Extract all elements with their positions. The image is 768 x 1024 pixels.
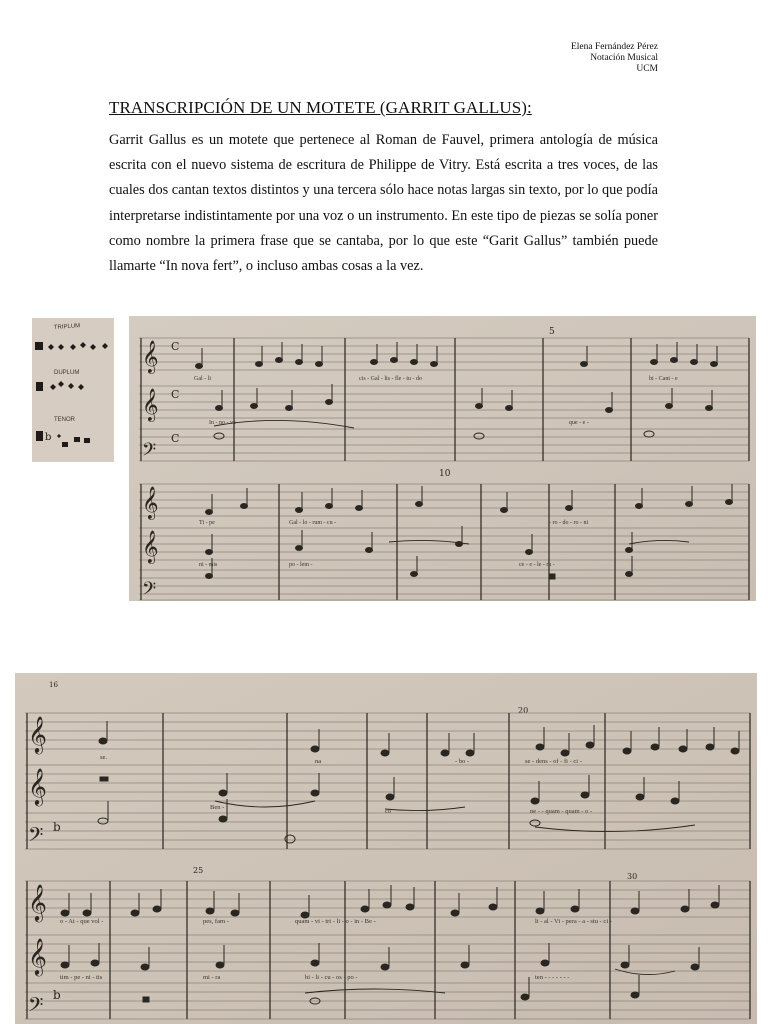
measure-number-16: 16	[49, 681, 58, 689]
measure-number-25: 25	[193, 866, 204, 875]
measure-number-30: 30	[627, 872, 638, 881]
page-title: TRANSCRIPCIÓN DE UN MOTETE (GARRIT GALLUS):	[109, 98, 532, 117]
svg-text:𝄞: 𝄞	[28, 883, 47, 921]
svg-text:C: C	[171, 388, 180, 401]
svg-text:𝄞: 𝄞	[28, 715, 47, 753]
measure-number-5: 5	[549, 327, 555, 337]
svg-text:In - no - va -: In - no - va -	[209, 420, 240, 426]
institution-name: UCM	[636, 64, 658, 74]
svg-text:cis - Gal - lis - fle - tu - d: cis - Gal - lis - fle - tu - do	[359, 376, 422, 382]
svg-text:Ben -: Ben -	[210, 804, 225, 811]
svg-text:tim - pe - ni - tis: tim - pe - ni - tis	[60, 974, 103, 981]
svg-text:b: b	[53, 988, 61, 1002]
svg-text:mi - ra: mi - ra	[203, 974, 221, 981]
measure-number-10: 10	[439, 469, 451, 479]
svg-text:ni - mis: ni - mis	[199, 562, 218, 568]
svg-text:quam - vi - tri - li - o - in: quam - vi - tri - li - o - in - Be -	[295, 918, 376, 925]
svg-text:se.: se.	[100, 754, 108, 761]
svg-text:- bo -: - bo -	[455, 758, 470, 765]
svg-text:𝄢: 𝄢	[28, 993, 44, 1021]
course-name: Notación Musical	[590, 53, 658, 63]
svg-text:ne - - quam - quam - o -: ne - - quam - quam - o -	[530, 808, 593, 815]
transcription-page-2-photo	[15, 673, 757, 1024]
author-name: Elena Fernández Pérez	[570, 42, 658, 52]
svg-text:𝄞: 𝄞	[28, 767, 47, 805]
svg-text:li - al - Vi - pera - a - stu: li - al - Vi - pera - a - stu - ci -	[535, 918, 612, 925]
transcription-page-1-photo	[129, 316, 756, 601]
svg-text:C: C	[171, 340, 180, 353]
svg-text:𝄞: 𝄞	[142, 486, 159, 519]
svg-text:𝄢: 𝄢	[142, 579, 157, 601]
svg-text:bi - li - cu - os - po -: bi - li - cu - os - po -	[305, 974, 358, 981]
svg-text:se - dens - of - fi - ci -: se - dens - of - fi - ci -	[525, 758, 582, 765]
svg-text:𝄞: 𝄞	[142, 340, 159, 373]
document-header	[571, 42, 658, 75]
svg-text:Gal - li: Gal - li	[194, 376, 211, 382]
svg-text:pes, fam -: pes, fam -	[203, 918, 229, 925]
svg-text:po - lem -: po - lem -	[289, 562, 313, 568]
svg-text:𝄢: 𝄢	[28, 823, 44, 851]
svg-text:𝄞: 𝄞	[28, 937, 47, 975]
svg-text:- ro - do - ro - ni: - ro - do - ro - ni	[549, 520, 589, 526]
tenor-label: TENOR	[54, 417, 75, 423]
svg-text:𝄢: 𝄢	[142, 440, 157, 465]
measure-number-20: 20	[518, 706, 529, 715]
duplum-label: DUPLUM	[54, 370, 80, 376]
svg-text:𝄞: 𝄞	[142, 388, 159, 421]
svg-text:o - At - que vol -: o - At - que vol -	[60, 918, 104, 925]
svg-text:ten - - - - - - -: ten - - - - - - -	[535, 974, 570, 981]
svg-text:ce - e - le - ru -: ce - e - le - ru -	[519, 562, 555, 568]
svg-text:b: b	[53, 820, 61, 834]
svg-text:C: C	[171, 432, 180, 445]
svg-text:𝄞: 𝄞	[142, 530, 159, 563]
svg-text:Ti - pe: Ti - pe	[199, 520, 215, 526]
mensural-incipit-photo	[32, 318, 114, 462]
svg-text:Gal - lo - rum - cu -: Gal - lo - rum - cu -	[289, 520, 337, 526]
svg-text:que - e -: que - e -	[569, 420, 589, 426]
svg-text:bi - Cant - e: bi - Cant - e	[649, 376, 678, 382]
intro-paragraph: Garrit Gallus es un motete que pertenece al Roman de Fauvel, primera antología de música escrita con el nuevo sistema de escritura de Philippe de Vitry. Está escrita a tres voces, de las cuales dos cantan textos distintos y una tercera sólo hace notas largas sin texto, por lo que podía interpretarse indistintamente por una voz o un instrumento. En este tipo de piezas se solía poner como nombre la primera frase que se cantaba, por lo que este “Garit Gallus” también puede llamarte “In nova fert”, o incluso ambas cosas a la vez.	[109, 132, 658, 275]
svg-text:b: b	[45, 432, 52, 443]
svg-text:na: na	[315, 758, 322, 765]
svg-text:co: co	[385, 808, 392, 815]
triplum-label: TRIPLUM	[53, 323, 81, 331]
